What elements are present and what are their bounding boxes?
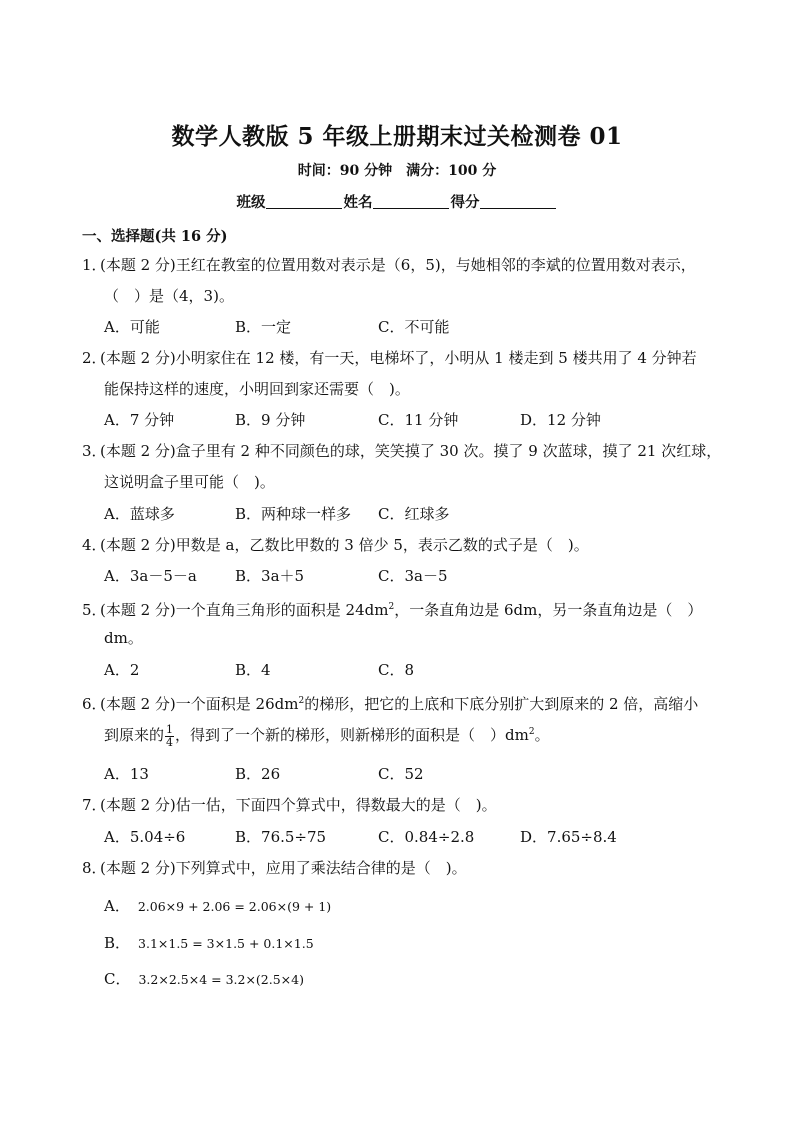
superscript: 2 [528,727,535,737]
option-label: C． [104,970,131,988]
option-a: A．7 分钟 [104,411,175,429]
class-blank [266,194,342,209]
text: 。 [534,726,550,744]
question-1-continued: （ ）是（4，3)。 [104,287,234,305]
question-text: (本题 2 分)小明家住在 12 楼，有一天，电梯坏了，小明从 1 楼走到 5 楼共用了 4 分钟若 [100,349,697,367]
question-number: 3． [82,442,107,460]
superscript: 2 [298,696,305,706]
text: 到原来的 [104,726,165,744]
question-number: 2． [82,349,107,367]
option-c: C．不可能 [378,318,450,336]
question-text-cont: 的梯形，把它的上底和下底分别扩大到原来的 2 倍，高缩小 [304,695,699,713]
question-text: (本题 2 分)王红在教室的位置用数对表示是（6，5)，与她相邻的李斌的位置用数对表示， [100,256,696,274]
superscript: 2 [388,602,395,612]
option-a: A．13 [104,765,149,783]
option-a: A．3a－5－a [104,567,197,585]
option-c: C．52 [378,765,424,783]
option-c: C．11 分钟 [378,411,459,429]
fraction-one-quarter [165,724,174,749]
question-text: (本题 2 分)下列算式中，应用了乘法结合律的是（ )。 [100,859,467,877]
option-label: A． [104,897,130,915]
question-3 [82,441,721,461]
question-8-option-a [104,895,331,916]
question-text-cont: ，一条直角边是 6dm，另一条直角边是（ ） [394,601,703,619]
option-c: C．3a－5 [378,567,448,585]
question-number: 7． [82,796,107,814]
question-number: 5． [82,601,107,619]
math-expression: 2.06×9 + 2.06 = 2.06×(9 + 1) [137,899,332,914]
score-label: 得分 [450,194,480,211]
question-8-option-c [104,968,304,989]
option-a: A．可能 [104,318,160,336]
question-text: (本题 2 分)估一估，下面四个算式中，得数最大的是（ )。 [100,796,497,814]
question-text: (本题 2 分)一个直角三角形的面积是 24dm [100,601,389,619]
question-6 [82,691,698,714]
fraction-numerator: 1 [166,722,174,736]
option-c: C．红球多 [378,505,450,523]
math-expression: 3.1×1.5 = 3×1.5 + 0.1×1.5 [138,936,314,951]
question-8-option-b [104,932,314,953]
option-b: B．两种球一样多 [235,505,352,523]
exam-info-time-score: 时间：90 分钟 满分：100 分 [297,163,497,179]
question-number: 1． [82,256,107,274]
question-7 [82,795,497,815]
option-b: B．76.5÷75 [235,828,327,846]
class-label: 班级 [236,194,266,211]
question-text: (本题 2 分)盒子里有 2 种不同颜色的球，笑笑摸了 30 次。摸了 9 次蓝球，摸了 21 次红球， [100,442,722,460]
question-5 [82,597,702,620]
option-d: D．7.65÷8.4 [520,828,617,846]
question-1 [82,255,696,275]
question-2-continued: 能保持这样的速度，小明回到家还需要（ )。 [104,380,410,398]
section-heading: 一、选择题(共 16 分) [82,228,228,245]
math-expression: 3.2×2.5×4 = 3.2×(2.5×4) [138,972,304,987]
question-6-continued [104,722,550,749]
fraction-denominator: 4 [166,735,174,749]
question-number: 8． [82,859,107,877]
option-d: D．12 分钟 [520,411,601,429]
text: ，得到了一个新的梯形，则新梯形的面积是（ ）dm [175,726,529,744]
option-c: C．0.84÷2.8 [378,828,475,846]
name-blank [373,194,449,209]
option-a: A．5.04÷6 [104,828,186,846]
option-b: B．3a＋5 [235,567,305,585]
option-c: C．8 [378,661,415,679]
option-b: B．4 [235,661,271,679]
question-4 [82,535,589,555]
question-number: 4． [82,536,107,554]
option-b: B．一定 [235,318,292,336]
option-b: B．26 [235,765,281,783]
question-3-continued: 这说明盒子里可能（ )。 [104,473,275,491]
option-a: A．2 [104,661,140,679]
question-text: (本题 2 分)一个面积是 26dm [100,695,299,713]
page-title: 数学人教版 5 年级上册期末过关检测卷 01 [171,123,623,150]
question-8 [82,858,467,878]
option-b: B．9 分钟 [235,411,306,429]
option-label: B． [104,934,131,952]
question-2 [82,348,697,368]
score-blank [480,194,556,209]
question-number: 6． [82,695,107,713]
student-info-line [0,191,794,212]
question-5-continued: dm。 [104,629,143,647]
option-a: A．蓝球多 [104,505,175,523]
name-label: 姓名 [343,194,373,211]
question-text: (本题 2 分)甲数是 a，乙数比甲数的 3 倍少 5，表示乙数的式子是（ )。 [100,536,589,554]
